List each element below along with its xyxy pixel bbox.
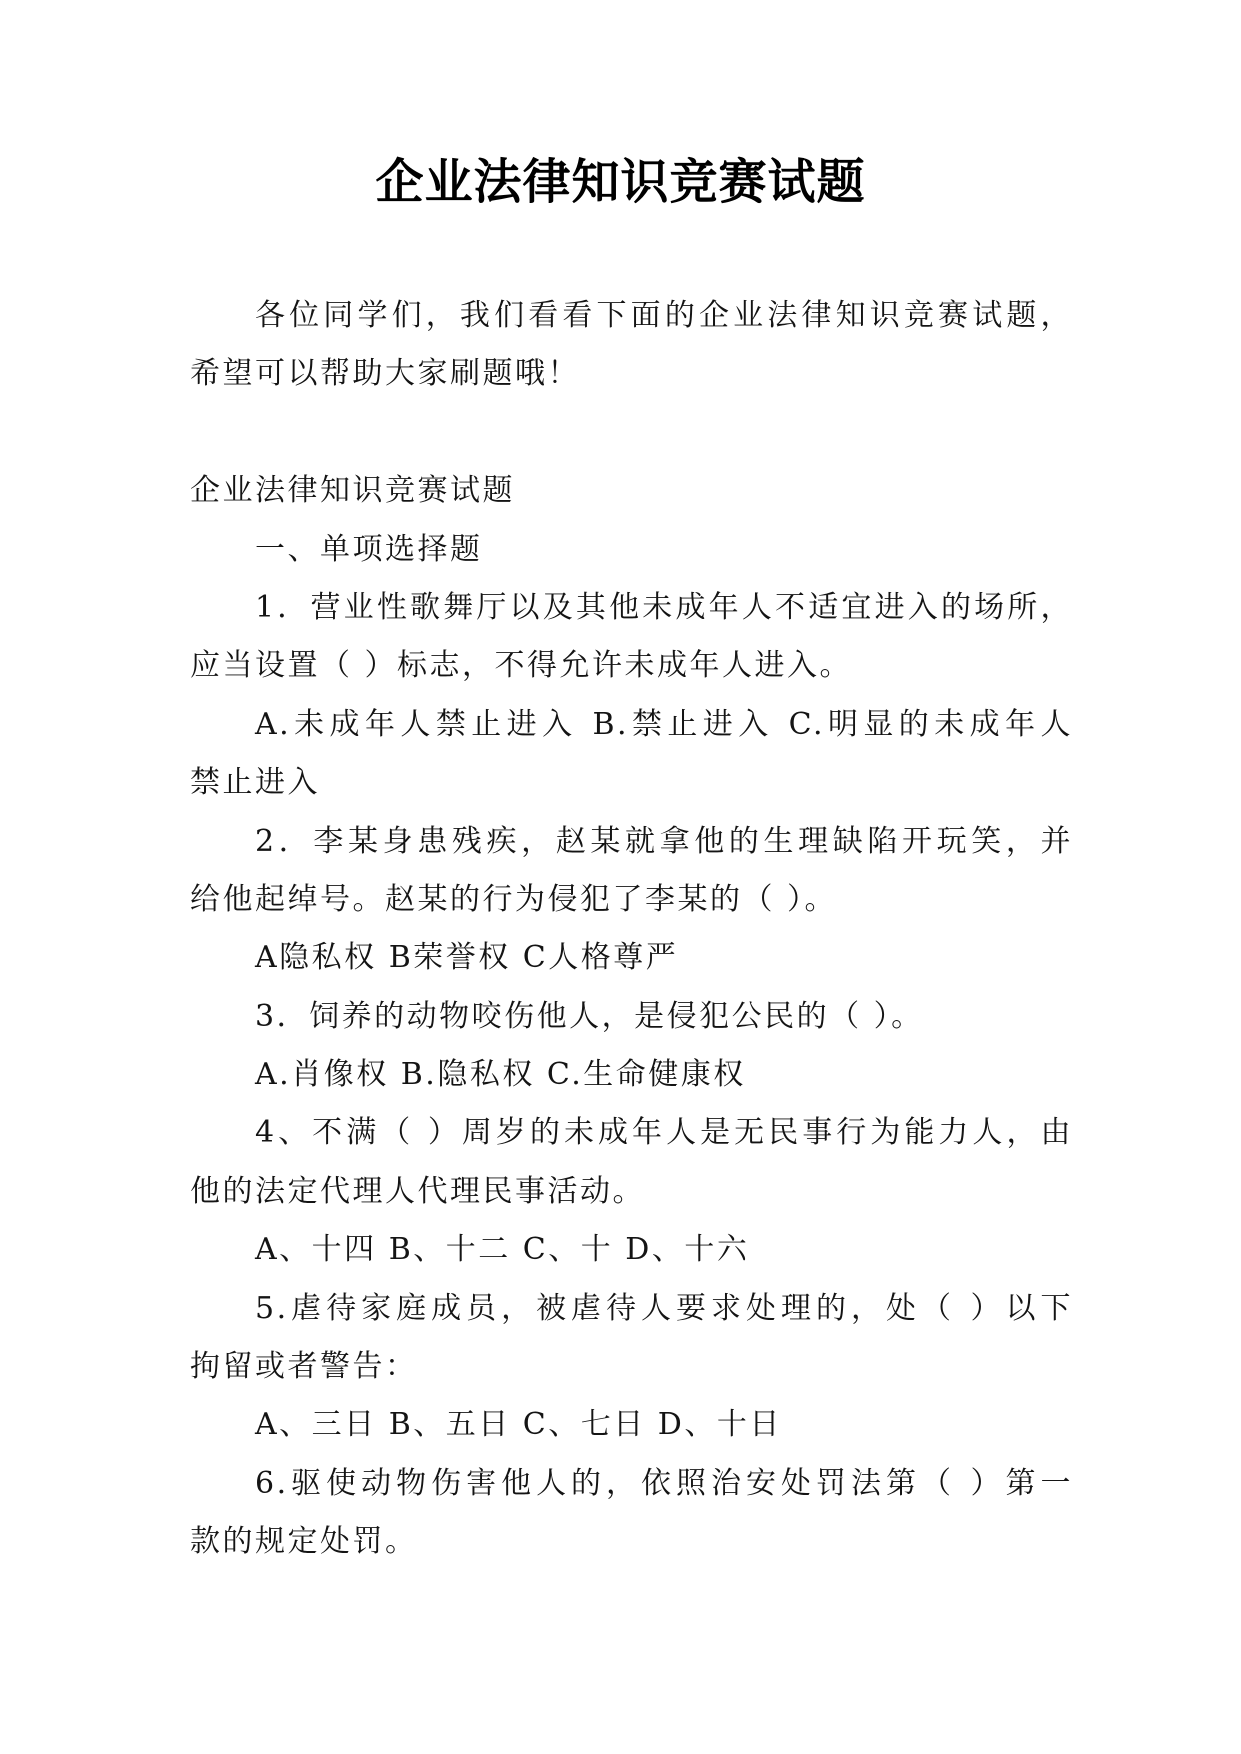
question-1-options: A.未成年人禁止进入 B.禁止进入 C.明显的未成年人 xyxy=(255,706,1073,742)
document-body xyxy=(190,287,1073,1572)
question-2-text: 给他起绰号。赵某的行为侵犯了李某的（ ）。 xyxy=(190,881,838,917)
question-4-options: A、十四 B、十二 C、十 D、十六 xyxy=(255,1232,750,1268)
intro-line: 各位同学们，我们看看下面的企业法律知识竞赛试题， xyxy=(255,298,1073,333)
document-title: 企业法律知识竞赛试题 xyxy=(375,154,866,210)
question-6-text: 6.驱使动物伤害他人的，依照治安处罚法第（ ）第一 xyxy=(255,1465,1073,1501)
question-4-text: 4、不满（ ）周岁的未成年人是无民事行为能力人，由 xyxy=(255,1115,1073,1151)
question-1-text: 1．营业性歌舞厅以及其他未成年人不适宜进入的场所， xyxy=(255,589,1073,625)
question-2-text: 2．李某身患残疾，赵某就拿他的生理缺陷开玩笑，并 xyxy=(255,823,1073,859)
section-title: 一、单项选择题 xyxy=(255,531,483,567)
question-3-options: A.肖像权 B.隐私权 C.生命健康权 xyxy=(255,1057,746,1093)
question-5-text: 5.虐待家庭成员，被虐待人要求处理的，处（ ）以下 xyxy=(255,1290,1073,1326)
question-2-options: A隐私权 B荣誉权 C人格尊严 xyxy=(255,940,679,976)
intro-line: 希望可以帮助大家刷题哦！ xyxy=(190,356,580,392)
section-heading: 企业法律知识竞赛试题 xyxy=(190,473,515,509)
question-5-options: A、三日 B、五日 C、七日 D、十日 xyxy=(255,1407,782,1443)
question-6-text: 款的规定处罚。 xyxy=(190,1524,418,1560)
question-1-options: 禁止进入 xyxy=(190,765,320,801)
question-5-text: 拘留或者警告： xyxy=(190,1349,418,1385)
question-3-text: 3．饲养的动物咬伤他人，是侵犯公民的（ ）。 xyxy=(255,998,924,1034)
blank-line xyxy=(190,404,1073,462)
question-1-text: 应当设置（ ）标志，不得允许未成年人进入。 xyxy=(190,648,853,684)
question-4-text: 他的法定代理人代理民事活动。 xyxy=(190,1173,645,1209)
